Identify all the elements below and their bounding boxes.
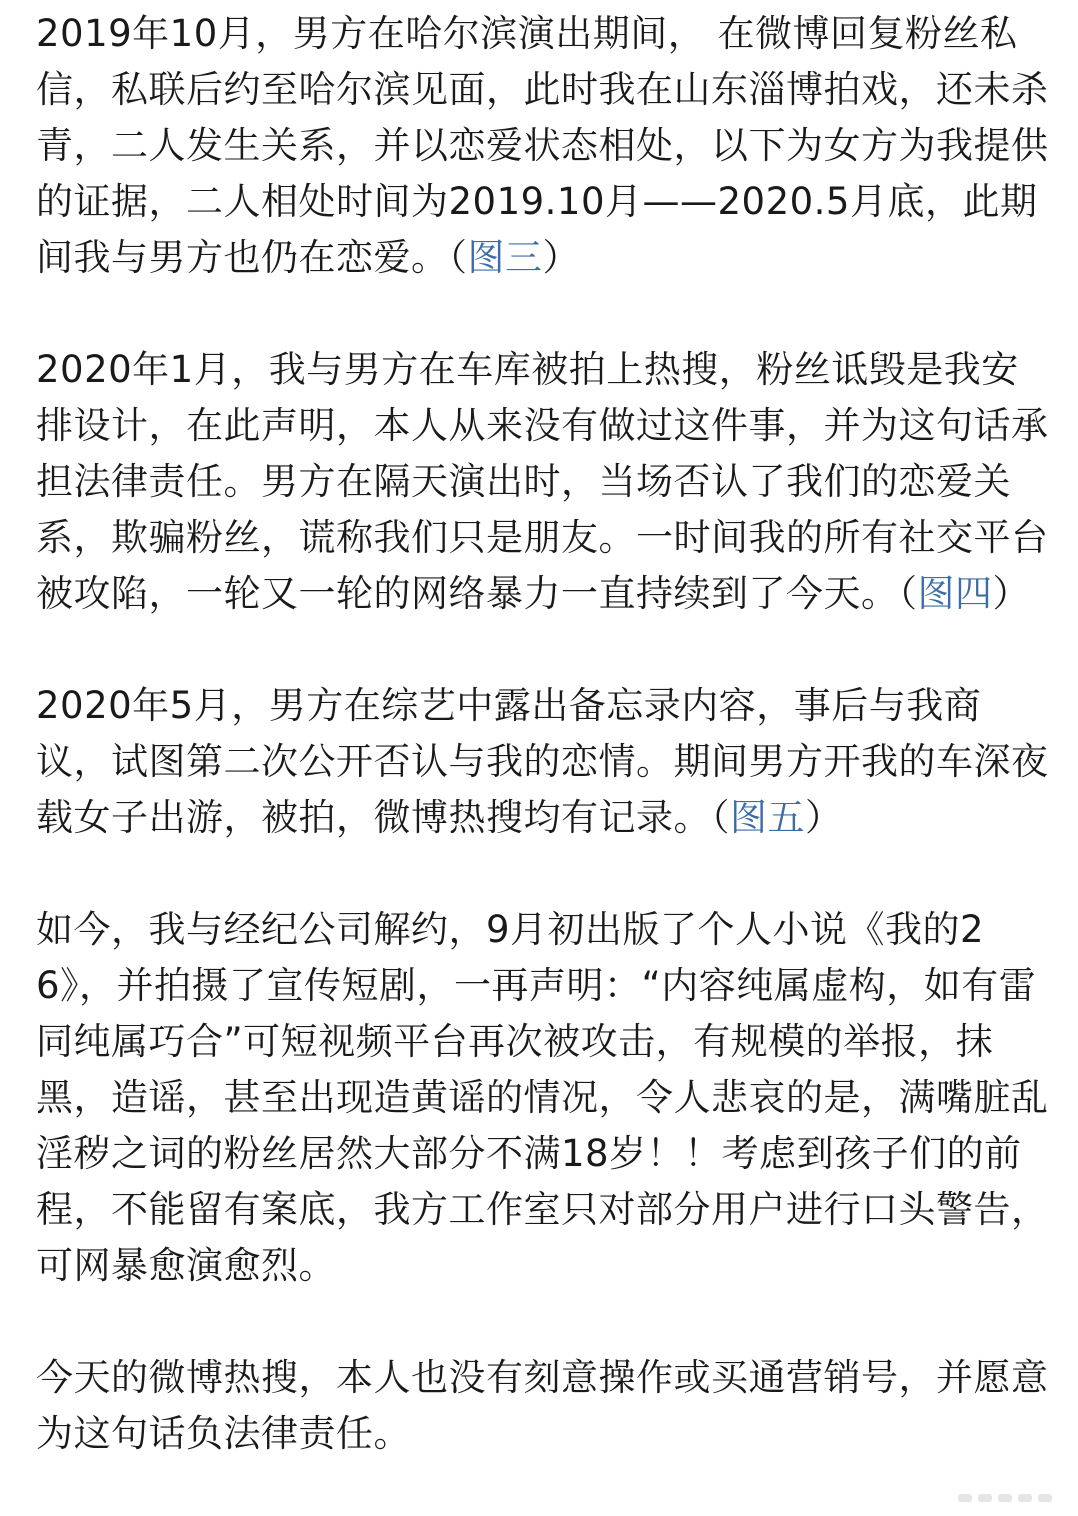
figure-5-link[interactable]: 图五 bbox=[730, 796, 805, 839]
paragraph-5-text: 今天的微博热搜，本人也没有刻意操作或买通营销号，并愿意为这句话负法律责任。 bbox=[36, 1356, 1049, 1455]
article-body bbox=[36, 6, 1056, 1462]
figure-4-link[interactable]: 图四 bbox=[917, 572, 993, 615]
paragraph-1-text: 2019年10月，男方在哈尔滨演出期间， 在微博回复粉丝私信，私联后约至哈尔滨见面，此时我在山东淄博拍戏，还未杀青，二人发生关系，并以恋爱状态相处，以下为女方为我提供的证据，二人相处时间为2019.10月——2020.5月底，此期间我与男方也仍在恋爱。（ bbox=[36, 12, 1049, 279]
watermark-logo bbox=[958, 1490, 1068, 1506]
paragraph-2 bbox=[36, 342, 1056, 622]
paragraph-5 bbox=[36, 1350, 1056, 1462]
paragraph-3-text: 2020年5月，男方在综艺中露出备忘录内容，事后与我商议，试图第二次公开否认与我的恋情。期间男方开我的车深夜载女子出游，被拍，微博热搜均有记录。（ bbox=[36, 684, 1049, 839]
paragraph-2-close: ） bbox=[992, 572, 1030, 615]
paragraph-1-close: ） bbox=[542, 236, 580, 279]
paragraph-2-text: 2020年1月，我与男方在车库被拍上热搜，粉丝诋毁是我安排设计，在此声明，本人从来没有做过这件事，并为这句话承担法律责任。男方在隔天演出时，当场否认了我们的恋爱关系，欺骗粉丝，谎称我们只是朋友。一时间我的所有社交平台被攻陷，一轮又一轮的网络暴力一直持续到了今天。（ bbox=[36, 348, 1049, 615]
paragraph-3 bbox=[36, 678, 1056, 846]
paragraph-4 bbox=[36, 902, 1056, 1294]
paragraph-3-close: ） bbox=[805, 796, 843, 839]
paragraph-1 bbox=[36, 6, 1056, 286]
paragraph-4-text: 如今，我与经纪公司解约，9月初出版了个人小说《我的26》，并拍摄了宣传短剧，一再声明：“内容纯属虚构，如有雷同纯属巧合”可短视频平台再次被攻击，有规模的举报，抹黑，造谣，甚至出现造黄谣的情况，令人悲哀的是，满嘴脏乱淫秽之词的粉丝居然大部分不满18岁！！考虑到孩子们的前程，不能留有案底，我方工作室只对部分用户进行口头警告，可网暴愈演愈烈。 bbox=[36, 908, 1049, 1287]
figure-3-link[interactable]: 图三 bbox=[467, 236, 543, 279]
